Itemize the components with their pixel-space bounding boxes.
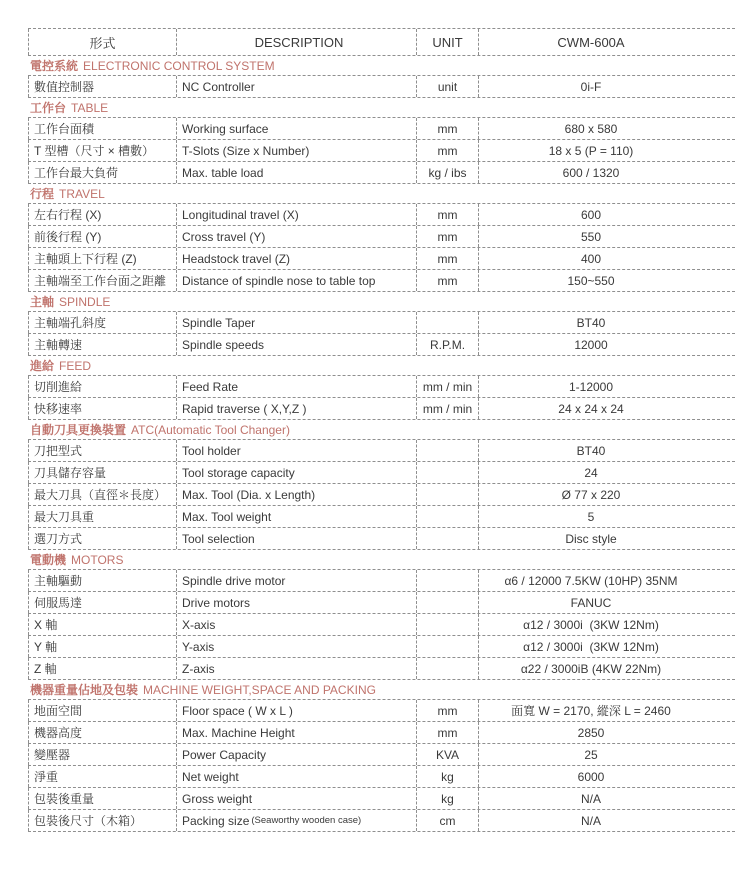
- spec-description-text: Feed Rate: [182, 379, 239, 394]
- table-row: [28, 118, 735, 140]
- spec-label-zh: 主軸驅動: [28, 570, 177, 591]
- spec-unit: mm: [417, 722, 479, 743]
- table-row: [28, 462, 735, 484]
- table-body: [28, 56, 735, 832]
- section-header-row: [28, 420, 735, 440]
- spec-description-text: Spindle Taper: [182, 315, 256, 330]
- spec-description-text: NC Controller: [182, 79, 255, 94]
- spec-value: 12000: [574, 337, 608, 352]
- spec-unit: R.P.M.: [417, 334, 479, 355]
- table-row: [28, 270, 735, 292]
- table-row: [28, 484, 735, 506]
- spec-description-text: Power Capacity: [182, 747, 267, 762]
- spec-description: [177, 592, 417, 613]
- spec-description: [177, 506, 417, 527]
- row-spacer: [703, 248, 735, 269]
- row-spacer: [703, 334, 735, 355]
- spec-label-zh: 工作台面積: [28, 118, 177, 139]
- spec-unit: [417, 658, 479, 679]
- table-row: [28, 398, 735, 420]
- spec-unit: mm: [417, 140, 479, 161]
- row-spacer: [703, 570, 735, 591]
- spec-description-text: Gross weight: [182, 791, 253, 806]
- spec-unit: [417, 570, 479, 591]
- spec-description: [177, 376, 417, 397]
- spec-description: [177, 118, 417, 139]
- spec-description: [177, 788, 417, 809]
- spec-label-zh: 最大刀具重: [28, 506, 177, 527]
- section-header-row: [28, 680, 735, 700]
- spec-description: [177, 766, 417, 787]
- spec-description-text: Net weight: [182, 769, 239, 784]
- spec-unit: [417, 440, 479, 461]
- section-header-row: [28, 184, 735, 204]
- section-title-en: SPINDLE: [59, 294, 111, 309]
- spec-value: Disc style: [565, 531, 617, 546]
- spec-description-text: Max. Tool (Dia. x Length): [182, 487, 316, 502]
- spec-value: 680 x 580: [564, 121, 618, 136]
- section-title-en: ATC(Automatic Tool Changer): [131, 422, 290, 437]
- column-header-unit: UNIT: [417, 29, 479, 55]
- spec-value: α12 / 3000i (3KW 12Nm): [523, 639, 659, 654]
- spec-value: 25: [584, 747, 598, 762]
- spec-label-zh: 刀把型式: [28, 440, 177, 461]
- spec-unit: [417, 312, 479, 333]
- section-title-en: TRAVEL: [59, 186, 105, 201]
- section-title-en: ELECTRONIC CONTROL SYSTEM: [83, 58, 275, 73]
- spec-value: 18 x 5 (P = 110): [548, 143, 634, 158]
- spec-description-text: Longitudinal travel (X): [182, 207, 299, 222]
- table-row: [28, 528, 735, 550]
- table-row: [28, 312, 735, 334]
- spec-description-text: Max. Tool weight: [182, 509, 272, 524]
- table-row: [28, 376, 735, 398]
- spec-value: FANUC: [570, 595, 612, 610]
- spec-description-note: (Seaworthy wooden case): [251, 815, 362, 826]
- row-spacer: [703, 506, 735, 527]
- spec-label-zh: X 軸: [28, 614, 177, 635]
- spec-description-text: Floor space ( W x L ): [182, 703, 293, 718]
- spec-unit: mm: [417, 270, 479, 291]
- section-title-en: MOTORS: [71, 552, 124, 567]
- spec-description: [177, 658, 417, 679]
- spec-value: 1-12000: [568, 379, 614, 394]
- table-row: [28, 700, 735, 722]
- table-row: [28, 636, 735, 658]
- spec-description: [177, 140, 417, 161]
- spec-description-text: Y-axis: [182, 639, 215, 654]
- row-spacer: [703, 118, 735, 139]
- spec-label-zh: 包裝後重量: [28, 788, 177, 809]
- row-spacer: [703, 204, 735, 225]
- table-row: [28, 614, 735, 636]
- spec-description: [177, 810, 417, 831]
- row-spacer: [703, 592, 735, 613]
- spec-unit: mm: [417, 700, 479, 721]
- spec-description-text: Tool selection: [182, 531, 255, 546]
- spec-label-zh: 機器高度: [28, 722, 177, 743]
- spec-value: BT40: [576, 443, 606, 458]
- spec-description: [177, 440, 417, 461]
- spec-unit: KVA: [417, 744, 479, 765]
- spec-description: [177, 312, 417, 333]
- spec-description-text: Rapid traverse ( X,Y,Z ): [182, 401, 307, 416]
- row-spacer: [703, 788, 735, 809]
- table-row: [28, 766, 735, 788]
- spec-label-zh: 變壓器: [28, 744, 177, 765]
- spec-label-zh: T 型槽（尺寸 × 槽數）: [28, 140, 177, 161]
- spec-description-text: Max. Machine Height: [182, 725, 295, 740]
- spec-description: [177, 744, 417, 765]
- section-header-row: [28, 98, 735, 118]
- spec-value: 5: [587, 509, 595, 524]
- table-row: [28, 592, 735, 614]
- row-spacer: [703, 766, 735, 787]
- spec-unit: [417, 484, 479, 505]
- section-title-zh: 電控系統: [30, 59, 79, 73]
- spec-description: [177, 76, 417, 97]
- spec-description-text: Spindle drive motor: [182, 573, 286, 588]
- spec-label-zh: 選刀方式: [28, 528, 177, 549]
- spec-unit: kg: [417, 788, 479, 809]
- row-spacer: [703, 76, 735, 97]
- section-title-en: FEED: [59, 358, 92, 373]
- spec-value: 150~550: [567, 273, 615, 288]
- section-header-row: [28, 56, 735, 76]
- spec-label-zh: 包裝後尺寸（木箱）: [28, 810, 177, 831]
- row-spacer: [703, 528, 735, 549]
- spec-label-zh: 數值控制器: [28, 76, 177, 97]
- spec-unit: unit: [417, 76, 479, 97]
- spec-value: Ø 77 x 220: [561, 487, 621, 502]
- section-header-row: [28, 550, 735, 570]
- spec-description-text: Drive motors: [182, 595, 251, 610]
- spec-label-zh: 地面空間: [28, 700, 177, 721]
- spec-value: 24 x 24 x 24: [558, 401, 624, 416]
- row-spacer: [703, 312, 735, 333]
- spec-value: 600: [580, 207, 602, 222]
- spec-unit: cm: [417, 810, 479, 831]
- spec-description: [177, 248, 417, 269]
- spec-description-text: Packing size: [182, 813, 250, 828]
- spec-description: [177, 636, 417, 657]
- spec-label-zh: 左右行程 (X): [28, 204, 177, 225]
- spec-unit: [417, 636, 479, 657]
- spec-unit: [417, 528, 479, 549]
- spec-label-zh: 最大刀具（直徑＊長度）: [28, 484, 177, 505]
- row-spacer: [703, 162, 735, 183]
- spec-value: 2850: [577, 725, 605, 740]
- spec-label-zh: 伺服馬達: [28, 592, 177, 613]
- table-row: [28, 440, 735, 462]
- table-row: [28, 248, 735, 270]
- spec-table: [28, 28, 735, 832]
- spec-description: [177, 226, 417, 247]
- spec-description-text: Working surface: [182, 121, 269, 136]
- spec-description: [177, 462, 417, 483]
- section-header-row: [28, 356, 735, 376]
- table-row: [28, 744, 735, 766]
- spec-label-zh: 主軸轉速: [28, 334, 177, 355]
- table-row: [28, 226, 735, 248]
- row-spacer: [703, 376, 735, 397]
- spec-description-text: Spindle speeds: [182, 337, 265, 352]
- section-title-zh: 行程: [30, 187, 55, 201]
- spec-value: BT40: [576, 315, 606, 330]
- spec-unit: mm: [417, 204, 479, 225]
- row-spacer: [703, 462, 735, 483]
- spec-unit: mm: [417, 248, 479, 269]
- spec-description-text: X-axis: [182, 617, 216, 632]
- spec-unit: mm / min: [417, 376, 479, 397]
- row-spacer: [703, 440, 735, 461]
- spec-unit: [417, 506, 479, 527]
- table-row: [28, 334, 735, 356]
- table-row: [28, 140, 735, 162]
- spec-value: 550: [580, 229, 602, 244]
- row-spacer: [703, 722, 735, 743]
- section-title-zh: 機器重量佔地及包裝: [30, 683, 139, 697]
- spec-unit: [417, 592, 479, 613]
- section-title-zh: 工作台: [30, 101, 67, 115]
- spec-value: 24: [584, 465, 598, 480]
- spec-label-zh: Y 軸: [28, 636, 177, 657]
- spec-label-zh: Z 軸: [28, 658, 177, 679]
- section-title-en: TABLE: [71, 100, 109, 115]
- row-spacer: [703, 700, 735, 721]
- table-row: [28, 810, 735, 832]
- spec-label-zh: 工作台最大負荷: [28, 162, 177, 183]
- spec-value: N/A: [580, 813, 601, 828]
- section-title-en: MACHINE WEIGHT,SPACE AND PACKING: [143, 682, 376, 697]
- table-header-row: [28, 29, 735, 56]
- spec-description-text: Max. table load: [182, 165, 264, 180]
- spec-unit: mm: [417, 118, 479, 139]
- table-row: [28, 506, 735, 528]
- spec-value: 600 / 1320: [562, 165, 620, 180]
- spec-description: [177, 484, 417, 505]
- spec-description: [177, 570, 417, 591]
- spec-value: 0i-F: [580, 79, 602, 94]
- spec-label-zh: 快移速率: [28, 398, 177, 419]
- row-spacer: [703, 810, 735, 831]
- spec-value: 400: [580, 251, 602, 266]
- spec-description: [177, 722, 417, 743]
- table-row: [28, 204, 735, 226]
- spec-unit: [417, 462, 479, 483]
- table-row: [28, 788, 735, 810]
- header-spacer: [703, 29, 735, 55]
- spec-description: [177, 398, 417, 419]
- spec-label-zh: 刀具儲存容量: [28, 462, 177, 483]
- spec-label-zh: 主軸頭上下行程 (Z): [28, 248, 177, 269]
- spec-description: [177, 162, 417, 183]
- section-title-zh: 進給: [30, 359, 55, 373]
- spec-value: α22 / 3000iB (4KW 22Nm): [520, 661, 662, 676]
- spec-value: α6 / 12000 7.5KW (10HP) 35NM: [504, 573, 678, 588]
- section-title-zh: 電動機: [30, 553, 67, 567]
- spec-description-text: Z-axis: [182, 661, 215, 676]
- spec-description: [177, 614, 417, 635]
- section-title-zh: 自動刀具更換裝置: [30, 423, 127, 437]
- spec-label-zh: 前後行程 (Y): [28, 226, 177, 247]
- row-spacer: [703, 398, 735, 419]
- table-row: [28, 722, 735, 744]
- spec-label-zh: 切削進給: [28, 376, 177, 397]
- spec-description: [177, 334, 417, 355]
- spec-description: [177, 204, 417, 225]
- spec-unit: [417, 614, 479, 635]
- row-spacer: [703, 658, 735, 679]
- spec-description-text: Distance of spindle nose to table top: [182, 273, 376, 288]
- spec-unit: mm / min: [417, 398, 479, 419]
- spec-description: [177, 270, 417, 291]
- spec-value: N/A: [580, 791, 601, 806]
- section-header-row: [28, 292, 735, 312]
- row-spacer: [703, 270, 735, 291]
- spec-description: [177, 528, 417, 549]
- table-row: [28, 658, 735, 680]
- row-spacer: [703, 636, 735, 657]
- row-spacer: [703, 614, 735, 635]
- column-header-description: DESCRIPTION: [177, 29, 417, 55]
- column-header-model: CWM-600A: [557, 34, 625, 50]
- table-row: [28, 76, 735, 98]
- spec-description-text: Headstock travel (Z): [182, 251, 291, 266]
- row-spacer: [703, 226, 735, 247]
- row-spacer: [703, 744, 735, 765]
- spec-unit: kg: [417, 766, 479, 787]
- column-header-type: 形式: [28, 29, 177, 55]
- spec-description-text: T-Slots (Size x Number): [182, 143, 310, 158]
- spec-value: α12 / 3000i (3KW 12Nm): [523, 617, 659, 632]
- spec-value: 6000: [577, 769, 605, 784]
- spec-description: [177, 700, 417, 721]
- table-row: [28, 570, 735, 592]
- spec-description-text: Cross travel (Y): [182, 229, 266, 244]
- spec-description-text: Tool holder: [182, 443, 241, 458]
- spec-value: 面寬 W = 2170, 縱深 L = 2460: [511, 704, 671, 718]
- table-row: [28, 162, 735, 184]
- section-title-zh: 主軸: [30, 295, 55, 309]
- spec-unit: kg / ibs: [417, 162, 479, 183]
- spec-description-text: Tool storage capacity: [182, 465, 295, 480]
- row-spacer: [703, 484, 735, 505]
- spec-label-zh: 淨重: [28, 766, 177, 787]
- row-spacer: [703, 140, 735, 161]
- spec-label-zh: 主軸端至工作台面之距離: [28, 270, 177, 291]
- spec-label-zh: 主軸端孔斜度: [28, 312, 177, 333]
- spec-unit: mm: [417, 226, 479, 247]
